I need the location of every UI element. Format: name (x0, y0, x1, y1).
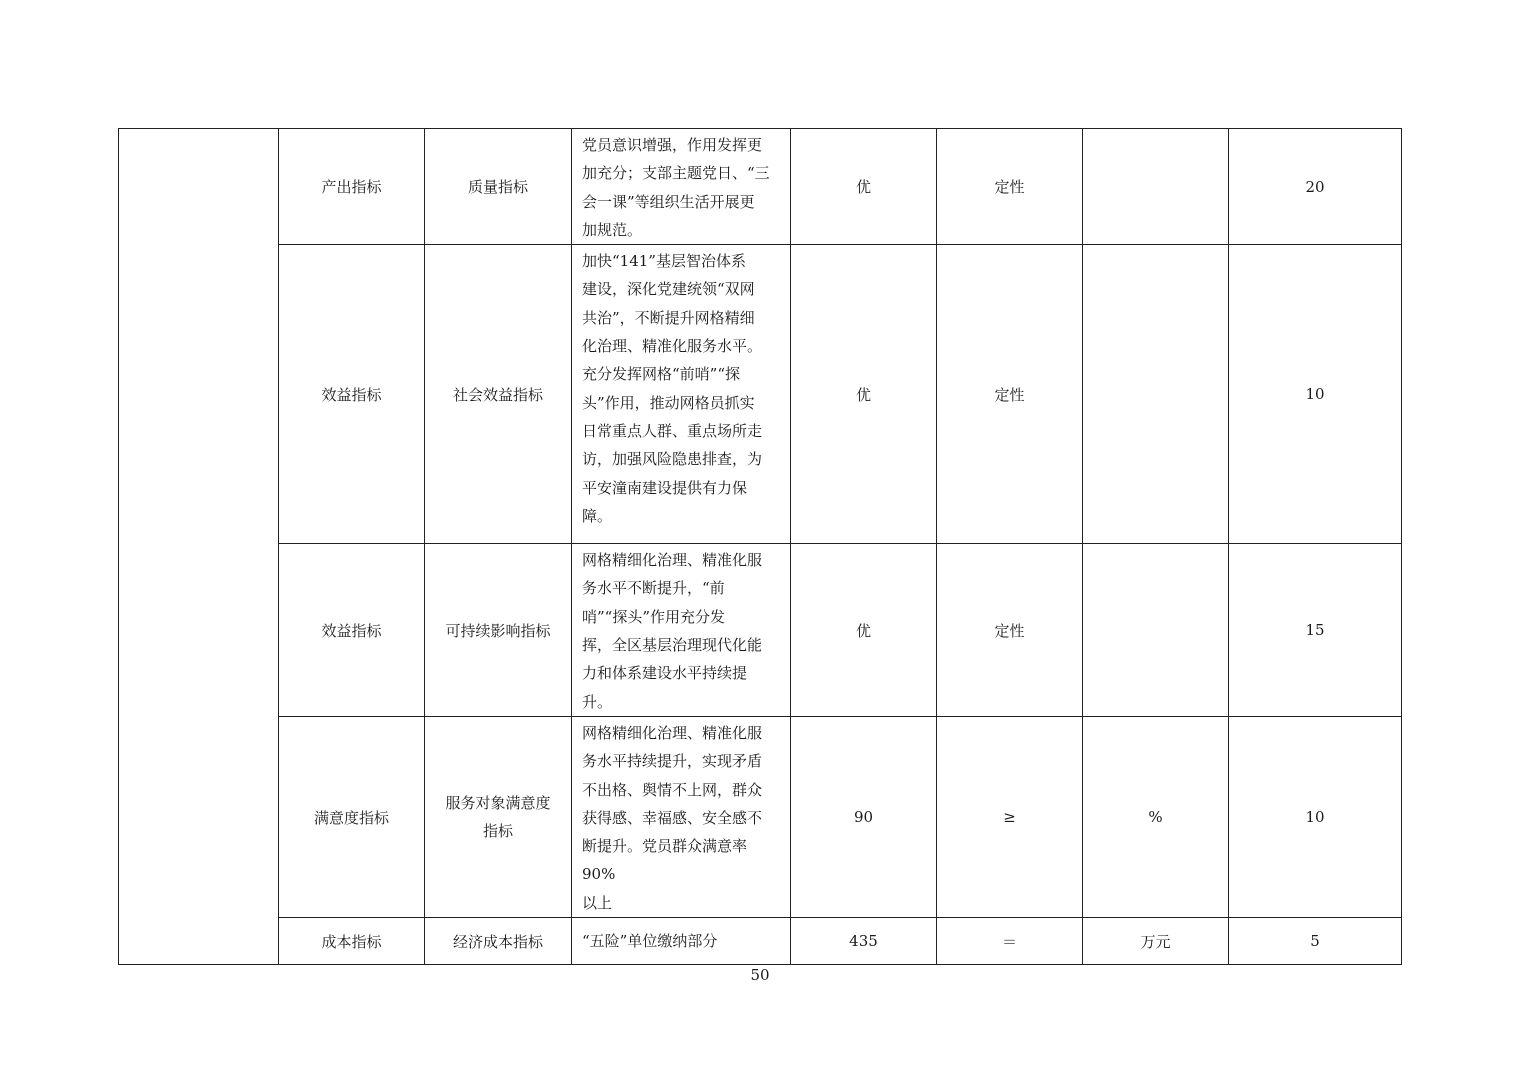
level2-indicator-cell: 质量指标 (425, 129, 572, 245)
target-value-cell: 优 (791, 544, 937, 717)
level3-indicator-cell: “五险”单位缴纳部分 (572, 918, 791, 965)
target-value-cell: 90 (791, 716, 937, 917)
operator-cell: ≥ (937, 716, 1083, 917)
level1-indicator-cell: 满意度指标 (279, 716, 425, 917)
unit-cell (1083, 129, 1229, 245)
unit-cell: % (1083, 716, 1229, 917)
table-row (119, 544, 1402, 717)
target-value-cell: 435 (791, 918, 937, 965)
target-value-cell: 优 (791, 129, 937, 245)
operator-cell: 定性 (937, 544, 1083, 717)
weight-cell: 10 (1229, 716, 1402, 917)
page-number: 50 (750, 966, 770, 984)
table-row (119, 245, 1402, 544)
level2-indicator-cell: 经济成本指标 (425, 918, 572, 965)
level1-indicator-cell: 产出指标 (279, 129, 425, 245)
level2-indicator-cell: 可持续影响指标 (425, 544, 572, 717)
operator-cell: 定性 (937, 129, 1083, 245)
table-row (119, 918, 1402, 965)
table-row (119, 129, 1402, 245)
target-value-cell: 优 (791, 245, 937, 544)
level3-indicator-cell: 党员意识增强，作用发挥更 加充分；支部主题党日、“三 会一课”等组织生活开展更 加规范。 (572, 129, 791, 245)
weight-cell: 5 (1229, 918, 1402, 965)
level1-indicator-cell: 成本指标 (279, 918, 425, 965)
weight-cell: 20 (1229, 129, 1402, 245)
level3-indicator-cell: 网格精细化治理、精准化服 务水平不断提升，“前 哨”“探头”作用充分发 挥，全区基层治理现代化能 力和体系建设水平持续提 升。 (572, 544, 791, 717)
table-row (119, 716, 1402, 917)
performance-indicator-table (118, 128, 1402, 965)
operator-cell: ＝ (937, 918, 1083, 965)
merged-empty-cell (119, 129, 279, 965)
level1-indicator-cell: 效益指标 (279, 544, 425, 717)
level3-indicator-cell: 加快“141”基层智治体系 建设，深化党建统领“双网 共治”，不断提升网格精细 化治理、精准化服务水平。 充分发挥网格“前哨”“探 头”作用，推动网格员抓实 日常重点人群、重点场所走 访，加强风险隐患排查，为 平安潼南建设提供有力保 障。 (572, 245, 791, 544)
unit-cell (1083, 245, 1229, 544)
unit-cell: 万元 (1083, 918, 1229, 965)
level1-indicator-cell: 效益指标 (279, 245, 425, 544)
level2-indicator-cell: 服务对象满意度 指标 (425, 716, 572, 917)
level3-indicator-cell: 网格精细化治理、精准化服 务水平持续提升，实现矛盾 不出格、舆情不上网，群众 获得感、幸福感、安全感不 断提升。党员群众满意率 90% 以上 (572, 716, 791, 917)
level2-indicator-cell: 社会效益指标 (425, 245, 572, 544)
weight-cell: 15 (1229, 544, 1402, 717)
operator-cell: 定性 (937, 245, 1083, 544)
unit-cell (1083, 544, 1229, 717)
weight-cell: 10 (1229, 245, 1402, 544)
